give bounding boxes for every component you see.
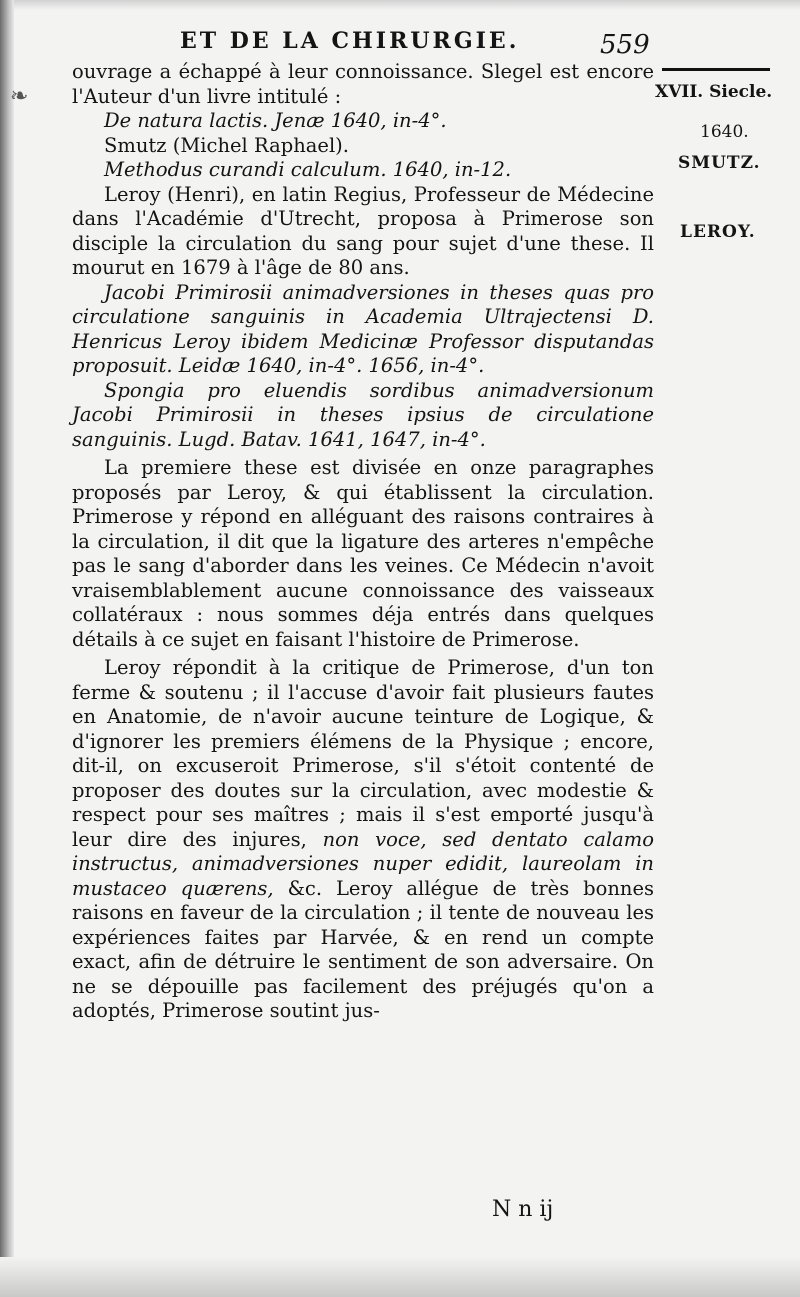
page-edge-top — [0, 0, 800, 10]
margin-note-smutz: SMUTZ. — [678, 153, 761, 173]
paragraph-1: ouvrage a échappé à leur connoissance. Slegel est encore l'Auteur d'un livre intitulé : — [72, 60, 654, 108]
reply-latin-quote: non voce, sed dentato calamo instructus, animadversiones nuper edidit, laureolam in mustaceo quærens, — [72, 827, 654, 900]
reply-text-a: Leroy répondit à la critique de Primerose, d'un ton ferme & soutenu ; il l'accuse d'avoir fait plusieurs fautes en Anatomie, de n'avoir aucune teinture de Logique, & d'ignorer les premiers élémens de la Physique ; encore, dit-il, on excuseroit Primerose, s'il s'étoit contenté de proposer des doutes sur la circulation, avec modestie & respect pour ses maîtres ; mais il s'est emporté jusqu'à leur dire des injures, — [72, 656, 654, 851]
margin-note-leroy: LEROY. — [680, 222, 756, 242]
margin-note-century: XVII. Siecle. — [655, 82, 773, 102]
body-text — [72, 60, 654, 1024]
title-animadversiones: Jacobi Primirosii animadversiones in theses quas pro circulatione sanguinis in Academia Ultrajectensi D. Henricus Leroy ibidem Medicinæ Professor disputandas proposuit. Leidæ 1640, in-4°. 1656, in-4°. — [72, 280, 654, 377]
margin-note-year: 1640. — [700, 122, 749, 142]
title-methodus: Methodus curandi calculum. 1640, in-12. — [104, 158, 512, 181]
signature-mark: N n ij — [492, 1197, 554, 1222]
gutter-mark: ❧ — [10, 84, 29, 109]
page-binding-shadow — [0, 0, 14, 1297]
title-de-natura-lactis: De natura lactis. Jenæ 1640, in-4°. — [104, 109, 447, 132]
page-edge-bottom — [0, 1257, 800, 1297]
reply-text-c: &c. Leroy allégue de très bonnes raisons en faveur de la circulation ; il tente de nouveau les expériences faites par Harvée, & en rend un compte exact, afin de détruire le sentiment de son adversaire. On ne se dépouille pas facilement des préjugés qu'on a adoptés, Primerose soutint jus- — [72, 876, 655, 1022]
paragraph-premiere-these: La premiere these est divisée en onze paragraphes proposés par Leroy, & qui établissent la circulation. Primerose y répond en alléguant des raisons contraires à la circulation, il dit que la ligature des arteres n'empêche pas le sang d'aborder dans les veines. Ce Médecin n'avoit vraisemblablement aucune connoissance des vaisseaux collatéraux : nous sommes déja entrés dans quelques détails à ce sujet en faisant l'histoire de Primerose. — [72, 456, 654, 651]
paragraph-leroy-bio: Leroy (Henri), en latin Regius, Professeur de Médecine dans l'Académie d'Utrecht, proposa à Primerose son disciple la circulation du sang pour sujet d'une these. Il mourut en 1679 à l'âge de 80 ans. — [72, 182, 654, 279]
entry-smutz: Smutz (Michel Raphael). — [104, 133, 349, 157]
margin-rule — [662, 68, 770, 71]
page-number: 559 — [600, 30, 650, 60]
paragraph-leroy-reply — [72, 656, 654, 1024]
title-spongia: Spongia pro eluendis sordibus animadversionum Jacobi Primirosii in theses ipsius de circulatione sanguinis. Lugd. Batav. 1641, 1647, in-4°. — [72, 378, 654, 451]
running-head: ET DE LA CHIRURGIE. — [180, 28, 520, 54]
